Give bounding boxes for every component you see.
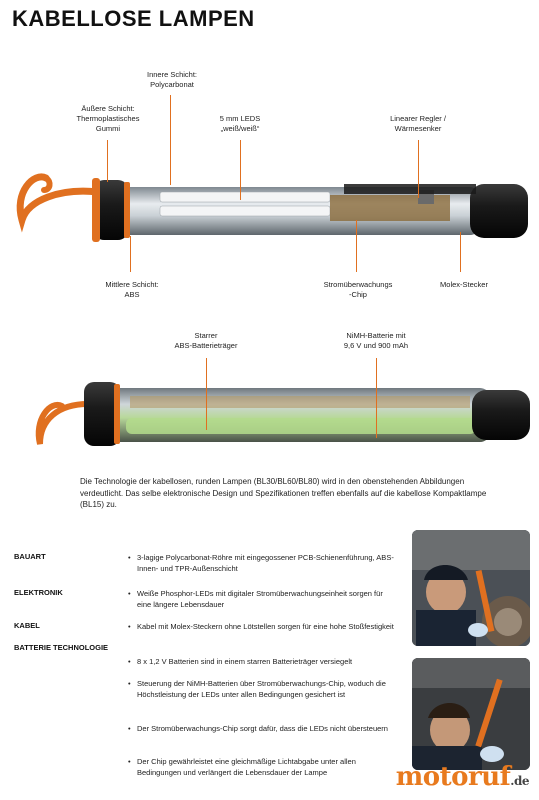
mechanic-photo-2-illustration	[412, 658, 530, 770]
label-molex: Molex-Stecker	[440, 280, 488, 289]
leader-line	[460, 232, 461, 272]
leader-line	[206, 358, 207, 430]
label-middle-layer: Mittlere Schicht: ABS	[105, 280, 159, 299]
spec-batterie-2: • Steuerung der NiMH-Batterien über Stromüberwachungs-Chip, woduch die Höchstleistung der LEDs unter allen Bedingungen gesichert ist	[128, 679, 386, 699]
spec-batterie-1: • 8 x 1,2 V Batterien sind in einem starren Batterieträger versiegelt	[128, 657, 353, 666]
mechanic-photo-2	[412, 658, 530, 770]
leader-line	[170, 95, 171, 185]
bullet-icon: •	[128, 553, 131, 562]
bullet-icon: •	[128, 724, 131, 733]
spec-key-kabel: KABEL	[14, 621, 40, 630]
mechanic-photo-1	[412, 530, 530, 646]
leader-line	[418, 140, 419, 198]
spec-elektronik: • Weiße Phosphor-LEDs mit digitaler Stromüberwachungseinheit sorgen für eine längere Lebensdauer	[128, 589, 383, 609]
spec-batterie-4: • Der Chip gewährleistet eine gleichmäßige Lichtabgabe unter allen Bedingungen und verlängert die Lebensdauer der Lampe	[128, 757, 356, 777]
page-title: KABELLOSE LAMPEN	[12, 6, 255, 31]
mechanic-photo-1-illustration	[412, 530, 530, 646]
spec-key-elektronik: ELEKTRONIK	[14, 588, 63, 597]
intro-paragraph: Die Technologie der kabellosen, runden Lampen (BL30/BL60/BL80) wird in den obenstehenden Abbildungen verdeutlicht. Das selbe elektronische Design und Spezifikationen treffen ebenfalls auf die kabellose Kompaktlampe (BL15) zu.	[80, 477, 487, 509]
label-battery: NiMH-Batterie mit 9,6 V und 900 mAh	[343, 331, 409, 350]
spec-key-bauart: BAUART	[14, 552, 46, 561]
leader-line	[130, 236, 131, 272]
spec-key-batterie: BATTERIE TECHNOLOGIE	[14, 643, 109, 652]
bullet-icon: •	[128, 622, 131, 631]
leader-line	[107, 140, 108, 182]
leader-line	[240, 140, 241, 200]
label-leds: 5 mm LEDS „weiß/weiß“	[219, 114, 261, 133]
spec-batterie-3: • Der Stromüberwachungs-Chip sorgt dafür, dass die LEDs nicht übersteuern	[128, 724, 388, 733]
bullet-icon: •	[128, 657, 131, 666]
spec-kabel: • Kabel mit Molex-Steckern ohne Lötstellen sorgen für eine hohe Stoßfestigkeit	[128, 622, 394, 631]
label-carrier: Starrer ABS-Batterieträger	[174, 331, 238, 350]
lamp-1-illustration	[0, 60, 539, 310]
label-inner-layer: Innere Schicht: Polycarbonat	[146, 70, 198, 89]
bullet-icon: •	[128, 679, 131, 688]
leader-line	[356, 220, 357, 272]
label-regler: Linearer Regler / Wärmesenker	[390, 114, 446, 133]
lamp-diagram-1	[0, 60, 539, 310]
label-chip: Stromüberwachungs -Chip	[323, 280, 393, 299]
leader-line	[376, 358, 377, 438]
lamp-diagram-2	[0, 320, 539, 470]
label-outer-layer: Äußere Schicht: Thermoplastisches Gummi	[76, 104, 140, 133]
bullet-icon: •	[128, 589, 131, 598]
bullet-icon: •	[128, 757, 131, 766]
lamp-2-illustration	[0, 320, 539, 470]
brand-logo: motoruf.de	[395, 762, 529, 792]
spec-bauart: • 3-lagige Polycarbonat-Röhre mit eingegossener PCB-Schienenführung, ABS-Innen- und TPR-Außenschicht	[128, 553, 394, 573]
